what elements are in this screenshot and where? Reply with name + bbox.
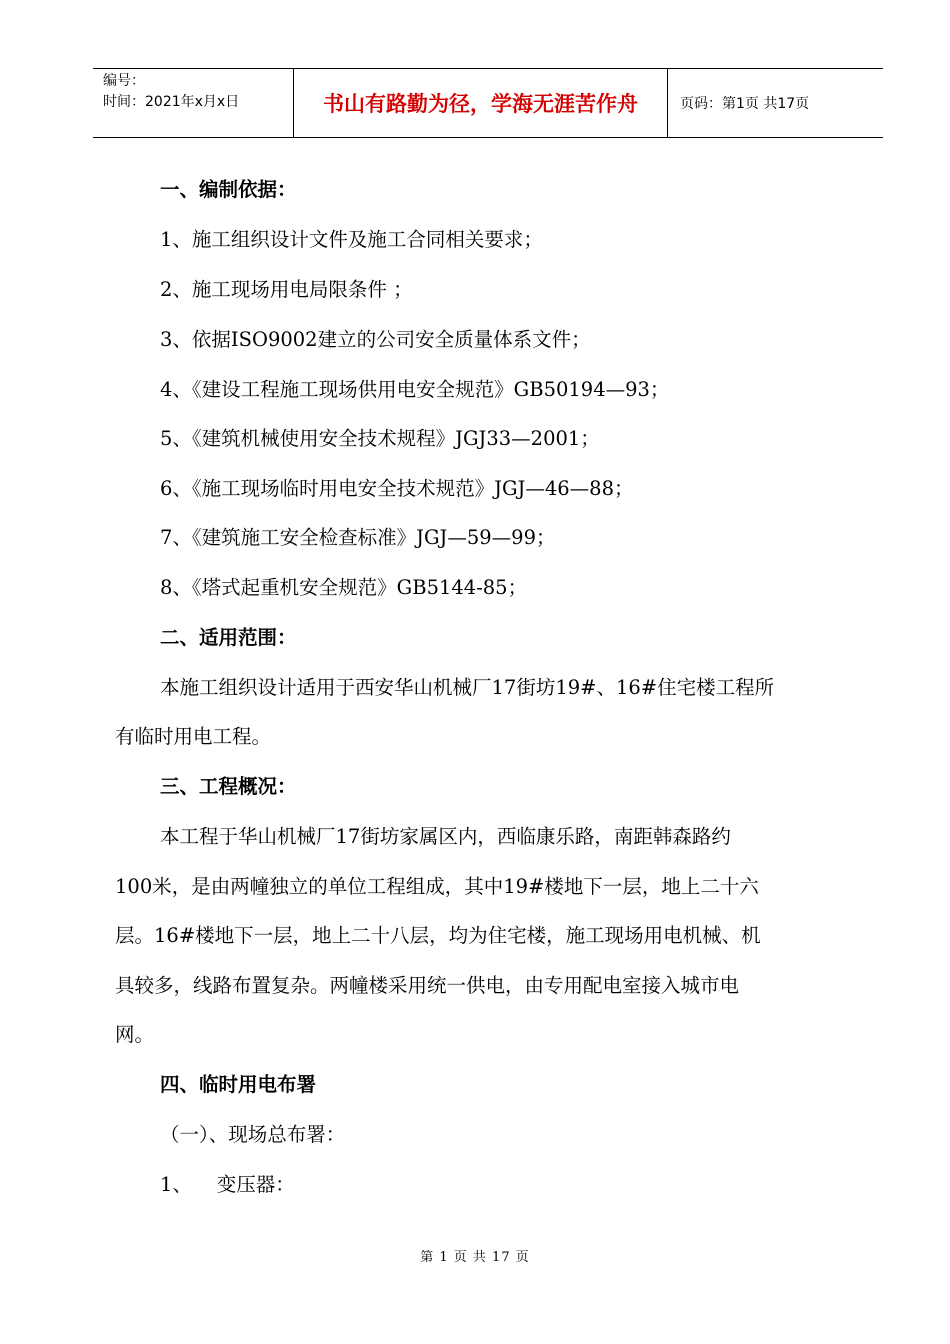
overview-paragraph-line: 100米，是由两幢独立的单位工程组成，其中19#楼地下一层，地上二十六 bbox=[115, 875, 759, 898]
section-heading-basis: 一、编制依据： bbox=[160, 178, 297, 201]
header-page-info: 页码：第1页 共17页 bbox=[680, 96, 810, 112]
scope-paragraph-line: 有临时用电工程。 bbox=[115, 725, 272, 748]
basis-item: 6、《施工现场临时用电安全技术规范》JGJ—46—88； bbox=[160, 477, 634, 500]
document-number-label: 编号： bbox=[103, 73, 145, 89]
basis-item: 3、依据ISO9002建立的公司安全质量体系文件； bbox=[160, 328, 591, 351]
header-motto: 书山有路勤为径，学海无涯苦作舟 bbox=[294, 69, 668, 137]
subsection-heading: （一）、现场总布署： bbox=[160, 1123, 346, 1146]
basis-item: 1、施工组织设计文件及施工合同相关要求； bbox=[160, 228, 543, 251]
page-header bbox=[93, 68, 883, 138]
section-heading-layout: 四、临时用电布署 bbox=[160, 1073, 317, 1096]
overview-paragraph-line: 具较多，线路布置复杂。两幢楼采用统一供电，由专用配电室接入城市电 bbox=[115, 974, 740, 997]
basis-item: 2、施工现场用电局限条件 ； bbox=[160, 278, 413, 301]
section-heading-scope: 二、适用范围： bbox=[160, 626, 297, 649]
basis-item: 8、《塔式起重机安全规范》GB5144-85； bbox=[160, 576, 528, 599]
page-footer: 第 1 页 共 17 页 bbox=[420, 1250, 530, 1265]
header-meta bbox=[93, 69, 294, 137]
section-heading-overview: 三、工程概况： bbox=[160, 775, 297, 798]
scope-paragraph-line: 本施工组织设计适用于西安华山机械厂17街坊19#、16#住宅楼工程所 bbox=[160, 676, 775, 699]
basis-item: 4、《建设工程施工现场供用电安全规范》GB50194—93； bbox=[160, 378, 670, 401]
list-item-transformer: 1、 变压器： bbox=[160, 1173, 295, 1196]
document-time: 时间：2021年x月x日 bbox=[103, 94, 240, 110]
overview-paragraph-line: 本工程于华山机械厂17街坊家属区内，西临康乐路，南距韩森路约 bbox=[160, 825, 731, 848]
overview-paragraph-line: 层。16#楼地下一层，地上二十八层，均为住宅楼，施工现场用电机械、机 bbox=[115, 924, 761, 947]
overview-paragraph-line: 网。 bbox=[115, 1023, 155, 1046]
basis-item: 5、《建筑机械使用安全技术规程》JGJ33—2001； bbox=[160, 427, 600, 450]
basis-item: 7、《建筑施工安全检查标准》JGJ—59—99； bbox=[160, 526, 556, 549]
